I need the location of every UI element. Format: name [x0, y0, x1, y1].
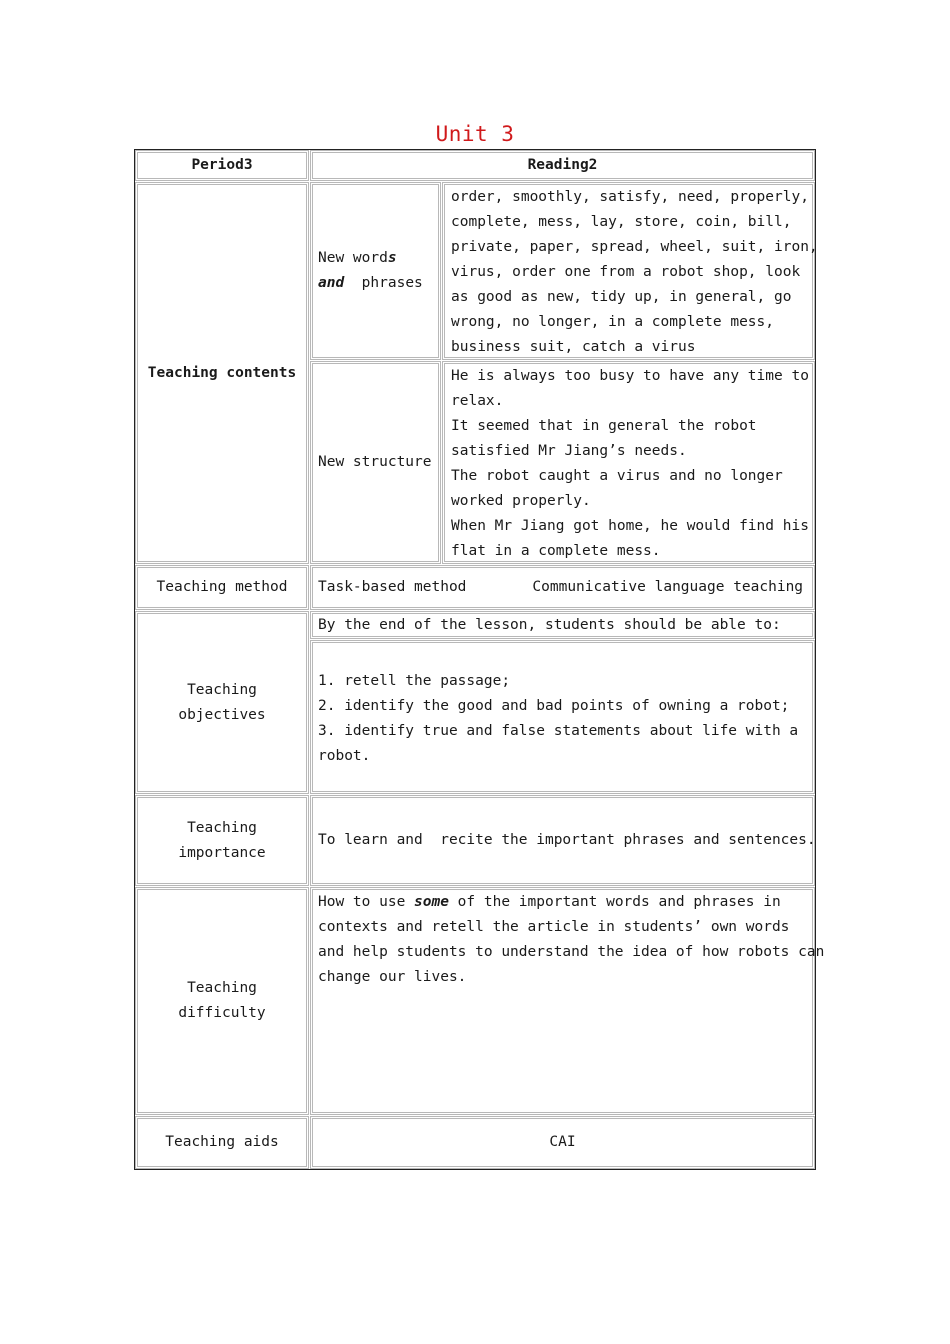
- teaching-method-label: Teaching method: [156, 579, 288, 595]
- new-words-line: virus, order one from a robot shop, look: [451, 264, 801, 280]
- new-words-line: order, smoothly, satisfy, need, properly,: [451, 189, 809, 205]
- teaching-difficulty-value: [318, 890, 825, 990]
- difficulty-line: change our lives.: [318, 969, 467, 985]
- structure-line: relax.: [451, 393, 504, 409]
- period-label: Period3: [191, 157, 253, 173]
- teaching-importance-value: To learn and recite the important phrases and sentences.: [318, 832, 816, 848]
- difficulty-line-part: of the important words and phrases in: [448, 894, 781, 910]
- page-title: Unit 3: [435, 122, 515, 146]
- teaching-aids-value: CAI: [549, 1134, 576, 1150]
- new-words-line: business suit, catch a virus: [451, 339, 696, 355]
- teaching-objectives-label: [135, 611, 309, 794]
- structure-line: When Mr Jiang got home, he would find his: [451, 518, 809, 534]
- structure-line: flat in a complete mess.: [451, 543, 661, 559]
- new-words-label-part: New word: [318, 250, 388, 266]
- difficulty-line: [318, 890, 813, 915]
- objective-item: 3. identify true and false statements about life with a: [318, 723, 799, 739]
- structure-line: It seemed that in general the robot: [451, 418, 757, 434]
- new-words-label-emphasis: and: [318, 275, 345, 291]
- teaching-aids-label: Teaching aids: [165, 1134, 279, 1150]
- objectives-list: [318, 669, 813, 769]
- objectives-intro: By the end of the lesson, students should be able to:: [318, 616, 781, 633]
- new-structure-list: [451, 364, 813, 564]
- teaching-difficulty-label-line: Teaching: [187, 980, 257, 996]
- new-words-line: wrong, no longer, in a complete mess,: [451, 314, 775, 330]
- teaching-objectives-label-line: Teaching: [187, 681, 257, 698]
- structure-line: He is always too busy to have any time to: [451, 368, 809, 384]
- new-words-label: [318, 246, 438, 296]
- difficulty-line: contexts and retell the article in students’ own words: [318, 919, 790, 935]
- objective-item: robot.: [318, 748, 371, 764]
- teaching-difficulty-label-line: difficulty: [178, 1005, 266, 1021]
- teaching-importance-label: [135, 795, 309, 886]
- objective-item: 1. retell the passage;: [318, 673, 511, 689]
- structure-line: satisfied Mr Jiang’s needs.: [451, 443, 687, 459]
- new-words-line: complete, mess, lay, store, coin, bill,: [451, 214, 792, 230]
- difficulty-emphasis: some: [414, 894, 449, 910]
- new-words-line: private, paper, spread, wheel, suit, iron,: [451, 239, 818, 255]
- teaching-method-a: Task-based method: [318, 579, 467, 595]
- teaching-objectives-label-line: objectives: [178, 706, 266, 723]
- teaching-method-b: Communicative language teaching: [532, 579, 804, 595]
- structure-line: The robot caught a virus and no longer: [451, 468, 783, 484]
- new-structure-label: New structure: [318, 454, 432, 470]
- difficulty-line: and help students to understand the idea of how robots can: [318, 944, 825, 960]
- teaching-method-value: [318, 565, 813, 610]
- lesson-label: Reading2: [527, 157, 598, 173]
- teaching-contents-label: Teaching contents: [147, 364, 297, 381]
- difficulty-line-part: How to use: [318, 894, 415, 910]
- teaching-importance-label-line: importance: [178, 844, 266, 861]
- new-words-line: as good as new, tidy up, in general, go: [451, 289, 792, 305]
- structure-line: worked properly.: [451, 493, 591, 509]
- new-words-label-part: phrases: [361, 275, 423, 291]
- objective-item: 2. identify the good and bad points of owning a robot;: [318, 698, 790, 714]
- new-words-label-emphasis: s: [387, 250, 397, 266]
- new-words-list: [451, 185, 818, 360]
- teaching-difficulty-label: [135, 887, 309, 1115]
- teaching-importance-label-line: Teaching: [187, 819, 257, 836]
